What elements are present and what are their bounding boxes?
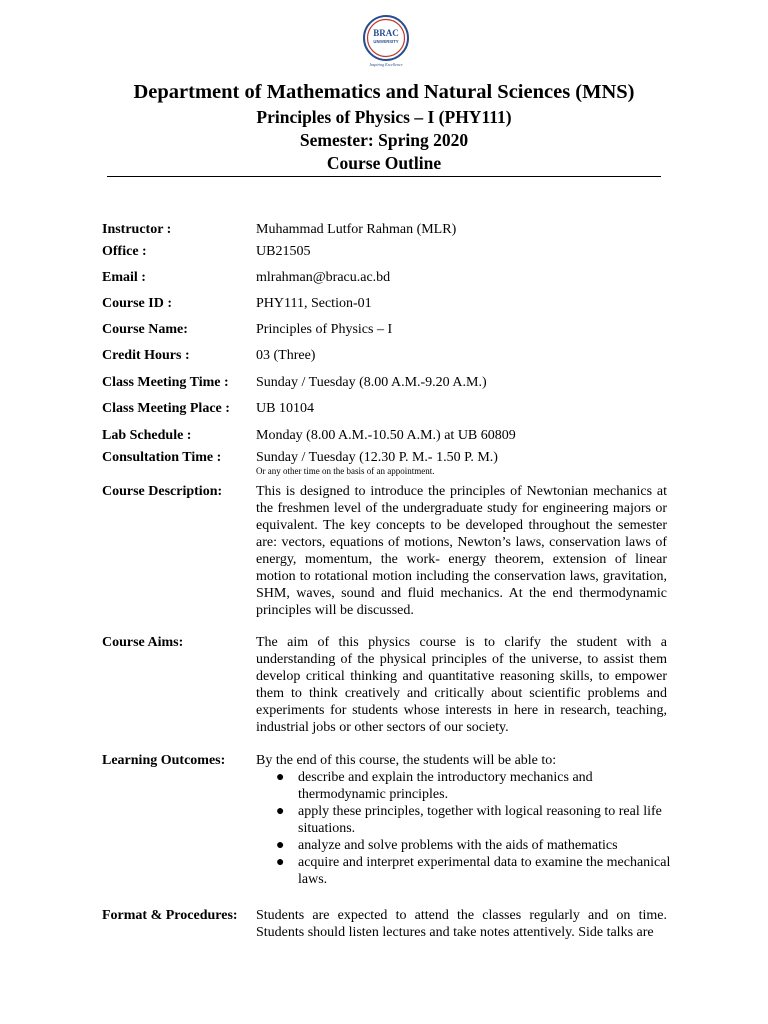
logo-seal-icon — [356, 14, 416, 68]
bullet-icon: ● — [276, 770, 285, 785]
bullet-icon: ● — [276, 804, 285, 819]
credit-hours-label: Credit Hours : — [102, 348, 190, 363]
consultation-label: Consultation Time : — [102, 450, 222, 465]
consultation-value-block — [256, 449, 666, 477]
meeting-place-label: Class Meeting Place : — [102, 401, 230, 416]
meeting-place-value: UB 10104 — [256, 401, 314, 416]
outcome-text: acquire and interpret experimental data to examine the mechanical laws. — [298, 855, 671, 887]
semester-title: Semester: Spring 2020 — [299, 130, 469, 150]
outcome-text: apply these principles, together with logical reasoning to real life situations. — [298, 804, 662, 836]
instructor-label: Instructor : — [102, 222, 172, 237]
logo-sub: UNIVERSITY — [373, 39, 399, 44]
email-label: Email : — [102, 270, 146, 285]
document-header — [0, 78, 768, 175]
learning-outcomes-block — [256, 752, 676, 888]
email-value: mlrahman@bracu.ac.bd — [256, 270, 391, 285]
course-description-text: This is designed to introduce the principles of Newtonian mechanics at the freshmen level of the undergraduate study for engineering majors or equivalent. The key concepts to be developed throughout the semester are: vectors, equations of motions, Newton’s laws, conservation laws of energy, momentum, the work- energy theorem, extension of linear motion to rotational motion including the conservation laws, gravitation, SHM, waves, sound and fluid mechanics. At the end thermodynamic principles will be discussed. — [256, 484, 667, 618]
list-item — [276, 769, 676, 803]
bullet-icon: ● — [276, 855, 285, 870]
course-name-value: Principles of Physics – I — [256, 322, 393, 337]
list-item — [276, 837, 676, 854]
format-procedures-label: Format & Procedures: — [102, 908, 238, 923]
course-name-label: Course Name: — [102, 322, 188, 337]
consultation-value: Sunday / Tuesday (12.30 P. M.- 1.50 P. M.) — [256, 450, 498, 465]
outcome-text: describe and explain the introductory mechanics and thermodynamic principles. — [298, 770, 593, 802]
course-id-value: PHY111, Section-01 — [256, 296, 372, 311]
logo-name: BRAC — [373, 28, 399, 38]
course-title: Principles of Physics – I (PHY111) — [256, 107, 512, 127]
credit-hours-value: 03 (Three) — [256, 348, 316, 363]
course-aims-label: Course Aims: — [102, 635, 184, 650]
learning-outcomes-label: Learning Outcomes: — [102, 753, 226, 768]
department-title: Department of Mathematics and Natural Sciences (MNS) — [133, 81, 635, 103]
list-item — [276, 803, 676, 837]
learning-outcomes-intro: By the end of this course, the students will be able to: — [256, 753, 557, 768]
office-value: UB21505 — [256, 244, 311, 259]
logo-tagline: Inspiring Excellence — [369, 62, 403, 67]
header-divider — [107, 176, 661, 177]
list-item — [276, 854, 676, 888]
outcome-text: analyze and solve problems with the aids of mathematics — [298, 838, 618, 853]
course-id-label: Course ID : — [102, 296, 172, 311]
instructor-value: Muhammad Lutfor Rahman (MLR) — [256, 222, 457, 237]
course-description-label: Course Description: — [102, 484, 223, 499]
lab-schedule-value: Monday (8.00 A.M.-10.50 A.M.) at UB 60809 — [256, 428, 516, 443]
bullet-icon: ● — [276, 838, 285, 853]
meeting-time-value: Sunday / Tuesday (8.00 A.M.-9.20 A.M.) — [256, 375, 487, 390]
consultation-note: Or any other time on the basis of an appointment. — [256, 466, 435, 476]
course-aims-text: The aim of this physics course is to clarify the student with a understanding of the physical principles of the universe, to assist them develop critical thinking and quantitative reasoning skills, to empower them to think creatively and critically about scientific problems and experiments for students whose interests in here in research, teaching, industrial jobs or other sectors of our society. — [256, 635, 667, 735]
lab-schedule-label: Lab Schedule : — [102, 428, 192, 443]
learning-outcomes-list — [256, 769, 676, 888]
format-procedures-text: Students are expected to attend the classes regularly and on time. Students should listen lectures and take notes attentively. Side talks are — [256, 908, 667, 940]
office-label: Office : — [102, 244, 147, 259]
meeting-time-label: Class Meeting Time : — [102, 375, 229, 390]
brac-university-logo — [356, 14, 416, 68]
document-type-title: Course Outline — [326, 153, 442, 173]
